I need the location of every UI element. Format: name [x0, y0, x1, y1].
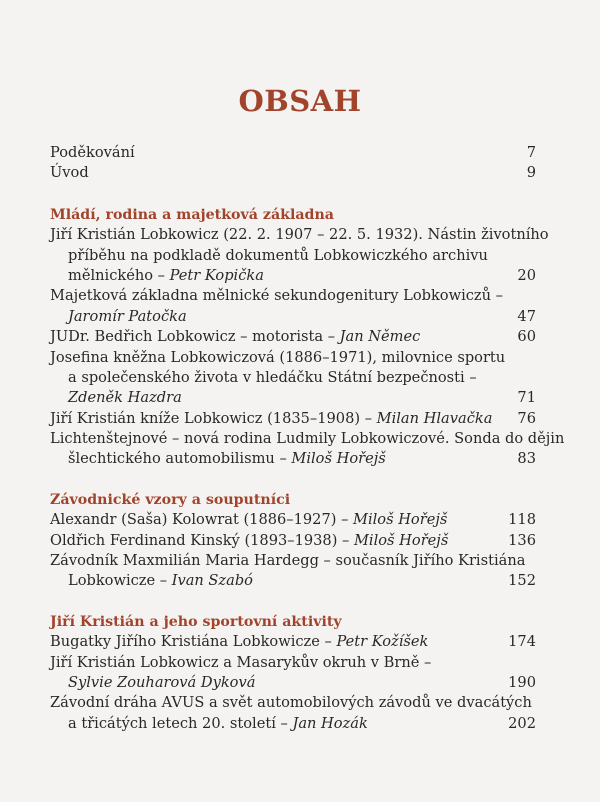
toc-entry-line[interactable]	[50, 714, 536, 734]
entry-title-text: Jiří Kristián Lobkowicz (22. 2. 1907 – 22. 5. 1932). Nástin životního	[50, 226, 549, 244]
toc-entry[interactable]	[50, 143, 536, 163]
entry-text	[50, 410, 492, 427]
page-number: 118	[508, 511, 536, 529]
page-number: 47	[517, 307, 536, 325]
entry-text	[50, 308, 187, 325]
toc-entry-line[interactable]	[50, 510, 536, 530]
page-number: 76	[517, 409, 536, 427]
entry-title-text: a třicátých letech 20. století –	[68, 714, 293, 732]
page-number: 60	[517, 328, 536, 346]
toc-entry-line[interactable]	[50, 531, 536, 551]
entry-text	[50, 349, 505, 366]
entry-text	[50, 226, 549, 243]
entry-author: Jan Hozák	[292, 714, 368, 732]
toc-entry-line[interactable]	[50, 571, 536, 591]
entry-author: Miloš Hořejš	[353, 531, 449, 549]
entry-text	[50, 572, 253, 589]
entry-title-text: příběhu na podkladě dokumentů Lobkowiczkého archivu	[68, 246, 488, 264]
section-gap	[50, 470, 536, 490]
page-title: OBSAH	[238, 84, 362, 118]
entry-text	[50, 674, 255, 691]
entry-title-text: JUDr. Bedřich Lobkowicz – motorista –	[50, 328, 340, 346]
toc-entry-line[interactable]	[50, 348, 536, 368]
entry-text	[50, 633, 428, 650]
page-number: 20	[517, 266, 536, 284]
page-number: 7	[526, 144, 536, 161]
entry-text	[50, 287, 503, 304]
toc-entry-line[interactable]	[50, 449, 536, 469]
entry-title-text: a společenského života v hledáčku Státní bezpečnosti –	[68, 368, 477, 386]
entry-title: Poděkování	[50, 144, 135, 161]
toc-entry[interactable]	[50, 163, 536, 183]
toc-entry-line[interactable]	[50, 693, 536, 713]
entry-title-text: Oldřich Ferdinand Kinský (1893–1938) –	[50, 531, 354, 549]
entry-title-text: Závodník Maxmilián Maria Hardegg – současník Jiřího Kristiána	[50, 552, 526, 570]
page-number: 190	[508, 673, 536, 691]
entry-title-text: šlechtického automobilismu –	[68, 450, 292, 468]
entry-text	[50, 532, 448, 549]
page-number: 9	[526, 164, 536, 182]
section-gap	[50, 592, 536, 612]
entry-title-text: Jiří Kristián Lobkowicz a Masarykův okruh v Brně –	[50, 653, 432, 671]
entry-title-text: Lichtenštejnové – nová rodina Ludmily Lobkowiczové. Sonda do dějin	[50, 430, 565, 448]
section-heading: Mládí, rodina a majetková základna	[50, 206, 334, 223]
page-number: 83	[517, 450, 536, 468]
toc-entry-line[interactable]	[50, 551, 536, 571]
entry-text	[50, 715, 368, 732]
table-of-contents	[50, 143, 565, 734]
entry-author: Miloš Hořejš	[353, 511, 448, 529]
entry-author: Zdeněk Hazdra	[68, 389, 182, 407]
entry-author: Ivan Szabó	[171, 572, 253, 590]
section-heading: Jiří Kristián a jeho sportovní aktivity	[50, 613, 342, 630]
toc-entry-line[interactable]	[50, 246, 536, 266]
toc-entry-line[interactable]	[50, 429, 565, 449]
page-number: 136	[508, 531, 536, 549]
entry-author: Sylvie Zouharová Dyková	[68, 673, 256, 691]
section-gap	[50, 184, 536, 205]
section-heading: Závodnické vzory a souputníci	[50, 491, 291, 508]
toc-entry-line[interactable]	[50, 286, 536, 306]
entry-title-text: Lobkowicze –	[68, 572, 172, 590]
entry-author: Petr Kopička	[169, 266, 264, 284]
entry-title: Úvod	[50, 164, 89, 182]
toc-entry-line[interactable]	[50, 327, 536, 347]
toc-entry-line[interactable]	[50, 673, 536, 693]
entry-text	[50, 552, 525, 569]
toc-entry-line[interactable]	[50, 388, 536, 408]
entry-text	[50, 267, 264, 284]
entry-text	[50, 430, 564, 447]
toc-entry-line[interactable]	[50, 307, 536, 327]
entry-text	[50, 511, 447, 528]
page-number: 174	[508, 633, 536, 651]
entry-author: Jaromír Patočka	[68, 307, 187, 325]
entry-author: Petr Kožíšek	[336, 633, 429, 651]
entry-title-text: Závodní dráha AVUS a svět automobilových závodů ve dvacátých	[50, 694, 532, 712]
toc-entry-line[interactable]	[50, 266, 536, 286]
entry-text	[50, 450, 386, 467]
entry-title-text: Josefina kněžna Lobkowiczová (1886–1971), milovnice sportu	[50, 348, 506, 366]
entry-text	[50, 389, 182, 406]
entry-author: Milan Hlavačka	[376, 409, 493, 427]
page-number: 71	[517, 389, 536, 407]
toc-entry-line[interactable]	[50, 225, 549, 245]
entry-text	[50, 247, 488, 264]
entry-author: Jan Němec	[339, 328, 421, 346]
entry-text	[50, 328, 420, 345]
page-number: 202	[508, 714, 536, 732]
entry-title-text: Jiří Kristián kníže Lobkowicz (1835–1908) –	[50, 409, 377, 427]
entry-text	[50, 694, 532, 711]
entry-title-text: mělnického –	[68, 266, 170, 284]
entry-text	[50, 654, 431, 671]
toc-entry-line[interactable]	[50, 409, 536, 429]
toc-entry-line[interactable]	[50, 368, 536, 388]
entry-title-text: Bugatky Jiřího Kristiána Lobkowicze –	[50, 633, 337, 651]
toc-entry-line[interactable]	[50, 653, 536, 673]
toc-entry-line[interactable]	[50, 632, 536, 652]
entry-text	[50, 369, 477, 386]
entry-title-text: Alexandr (Saša) Kolowrat (1886–1927) –	[50, 511, 354, 529]
entry-title-text: Majetková základna mělnické sekundogenitury Lobkowiczů –	[50, 287, 503, 305]
page-number: 152	[508, 572, 536, 590]
entry-author: Miloš Hořejš	[291, 450, 386, 468]
